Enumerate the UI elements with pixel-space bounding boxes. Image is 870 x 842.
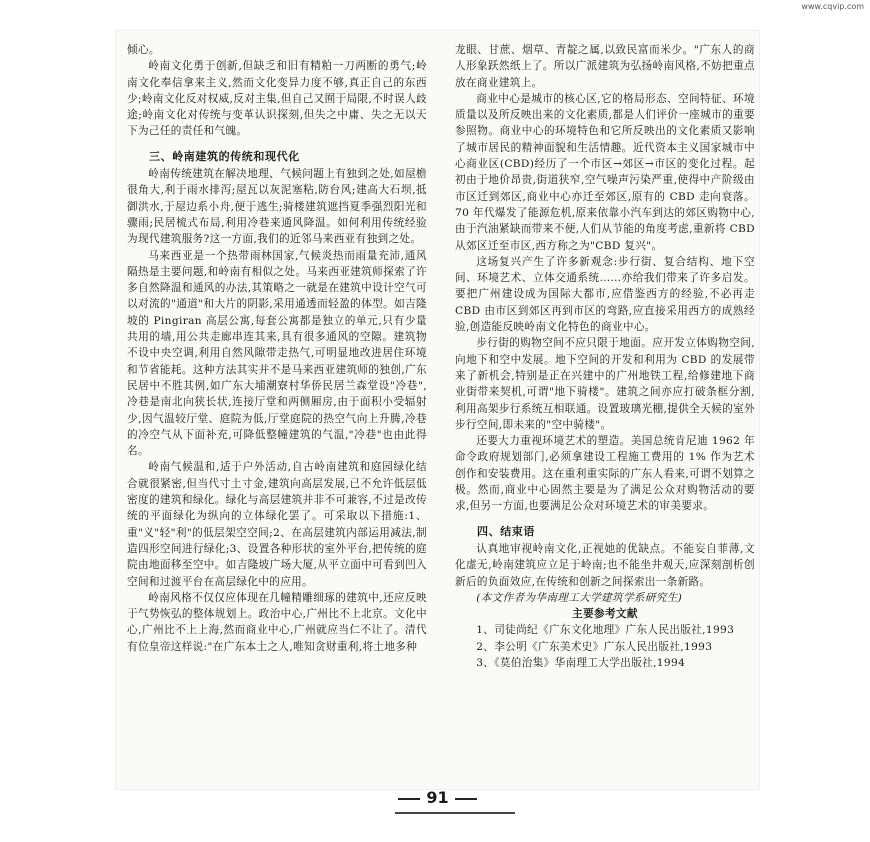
section-heading: 三、岭南建筑的传统和现代化 <box>149 149 300 163</box>
reference-item: 1、司徒尚纪《广东文化地理》广东人民出版社,1993 <box>476 624 735 637</box>
author-note: (本文作者为华南理工大学建筑学系研究生) <box>476 591 683 604</box>
paragraph: 岭南气候温和,适于户外活动,自古岭南建筑和庭园绿化结合就很紧密,但当代寸土寸金,建筑向高层发展,已不允许低层低密度的建筑和绿化。绿化与高层建筑并非不可兼容,不过是改传统的平面绿化为纵向的立体绿化罢了。可采取以下措施:1、重"义"轻"利"的低层架空空间;2、在高层建筑内部运用减法,制造四形空间进行绿化;3、设置各种形状的室外平台,把传统的庭院由地面移至空中。如吉隆坡广场大厦,从平立面中可看到凹入空间和过渡平台在高层绿化中的应用。 <box>127 461 427 588</box>
paragraph: 商业中心是城市的核心区,它的格局形态、空间特征、环境质量以及所反映出来的文化素质,都是人们评价一座城市的重要参照物。商业中心的环境特色和它所反映出的文化素质又影响了城市居民的精神面貌和生活情趣。近代资本主义国家城市中心商业区(CBD)经历了一个市区→郊区→市区的变化过程。起初由于地价昂贵,街道狭窄,空气噪声污染严重,使得中产阶级由市区迁到郊区,商业中心亦迁至郊区,原有的 CBD 走向衰落。70 年代爆发了能源危机,原来依靠小汽车到达的郊区购物中心,由于汽油紧缺而带来不便,人们从节能的角度考虑,重新将 CBD 从郊区迁至市区,西方称之为"CBD 复兴"。 <box>455 92 755 252</box>
paragraph: 还要大力重视环境艺术的塑造。美国总统肯尼迪 1962 年命令政府规划部门,必须拿建设工程施工费用的 1% 作为艺术创作和安装费用。这在重利重实际的广东人看来,可谓不划算之极。然而,商业中心固然主要是为了满足公众对购物活动的要求,但另一方面,也要满足公众对环境艺术的审美要求。 <box>455 435 755 513</box>
scan-artifact <box>395 812 515 814</box>
paragraph: 龙眼、甘蔗、烟草、青靛之属,以致民富而米少。"广东人的商人形象跃然纸上了。所以广派建筑为弘扬岭南风格,不妨把重点放在商业建筑上。 <box>455 44 755 89</box>
references-heading: 主要参考文献 <box>572 608 638 621</box>
watermark: www.cqvip.com <box>801 2 864 11</box>
page-number <box>115 788 760 807</box>
paragraph: 步行街的购物空间不应只限于地面。应开发立体购物空间,向地下和空中发展。地下空间的开发和利用为 CBD 的发展带来了新机会,特别是正在兴建中的广州地铁工程,给修建地下商业街带来契机,可谓"地下骑楼"。建筑之间亦应打破条框分割,利用高架步行系统互相联通。设置玻璃光棚,提供全天候的室外步行空间,即未来的"空中骑楼"。 <box>455 337 755 431</box>
left-column <box>127 42 427 655</box>
paragraph: 认真地审视岭南文化,正视她的优缺点。不能妄自菲薄,文化虚无,岭南建筑应立足于岭南;也不能坐井观天,应深刻剖析创新后的负面效应,在传统和创新之间探索出一条新路。 <box>455 542 755 588</box>
paragraph: 岭南传统建筑在解决地理、气候问题上有独到之处,如屋檐很角大,利于雨水排泻;屋瓦以灰泥塞粘,防台风;建高大石坝,抵御洪水,于屋边系小舟,便于逃生;骑楼建筑遮挡夏季强烈阳光和骤雨;民居梳式布局,利用冷巷来通风降温。如何利用传统经验为现代建筑服务?这一方面,我们的近邻马来西亚有独到之处。 <box>127 168 427 246</box>
paragraph: 倾心。 <box>127 44 160 56</box>
journal-page <box>115 30 760 807</box>
section-heading: 四、结束语 <box>477 524 535 538</box>
right-column <box>455 42 755 671</box>
reference-item: 3、《莫伯治集》华南理工大学出版社,1994 <box>476 656 686 669</box>
paragraph: 这场复兴产生了许多新观念:步行街、复合结构、地下空间、环境艺术、立体交通系统……亦给我们带来了许多启发。要把广州建设成为国际大都市,应借鉴西方的经验,不必再走 CBD 由市区到郊区再到市区的弯路,应直接采用西方的成熟经验,创造能反映岭南文化特色的商业中心。 <box>455 255 755 334</box>
paragraph: 岭南文化勇于创新,但缺乏和旧有精粕一刀两断的勇气;岭南文化奉信拿来主义,然而文化变异力度不够,真正自己的东西少;岭南文化反对权威,反对主集,但自己又囿于局限,不时误人歧途;岭南文化对传统与变革认识探刻,但失之中庸、失之无以天下为己任的责任和气魄。 <box>127 60 427 138</box>
paragraph: 岭南风格不仅仅应体现在几幢精雕细琢的建筑中,还应反映于气势恢弘的整体规划上。政治中心,广州比不上北京。文化中心,广州比不上上海,然而商业中心,广州就应当仁不让了。清代有位皇帝这样说:"在广东本土之人,唯知贪财重利,将土地多种 <box>127 591 427 653</box>
paragraph: 马来西亚是一个热带雨林国家,气候炎热而雨量充沛,通风隔热是主要问题,和岭南有相似之处。马来西亚建筑师探索了许多自然降温和通风的办法,其策略之一就是在建筑中设计空气可以对流的"通道"和大片的阴影,采用通透而轻盈的体型。如吉隆坡的 Pingiran 高层公寓,每套公寓都是独立的单元,只有少量共用的墙,用公共走廊串连其来,具有很多通风的空隙。建筑物不设中央空调,利用自然风隙带走热气,可明显地改进居住环境和节省能耗。这种方法其实并不是马来西亚建筑师的独创,广东民居中不胜其例,如广东大埔潮寮村华侨民居兰森堂设"冷巷",冷巷是南北向狭长状,连接厅堂和两侧厢房,由于面积小受辐射少,因气温较厅堂、庭院为低,厅堂庭院的热空气向上升腾,冷巷的冷空气从下面补充,可降低整幢建筑的气温,"冷巷"也由此得名。 <box>127 249 427 458</box>
page-number-text: 91 <box>426 788 449 807</box>
dash-left <box>398 798 420 800</box>
dash-right <box>455 798 477 800</box>
reference-item: 2、李公明《广东美术史》广东人民出版社,1993 <box>476 640 713 653</box>
